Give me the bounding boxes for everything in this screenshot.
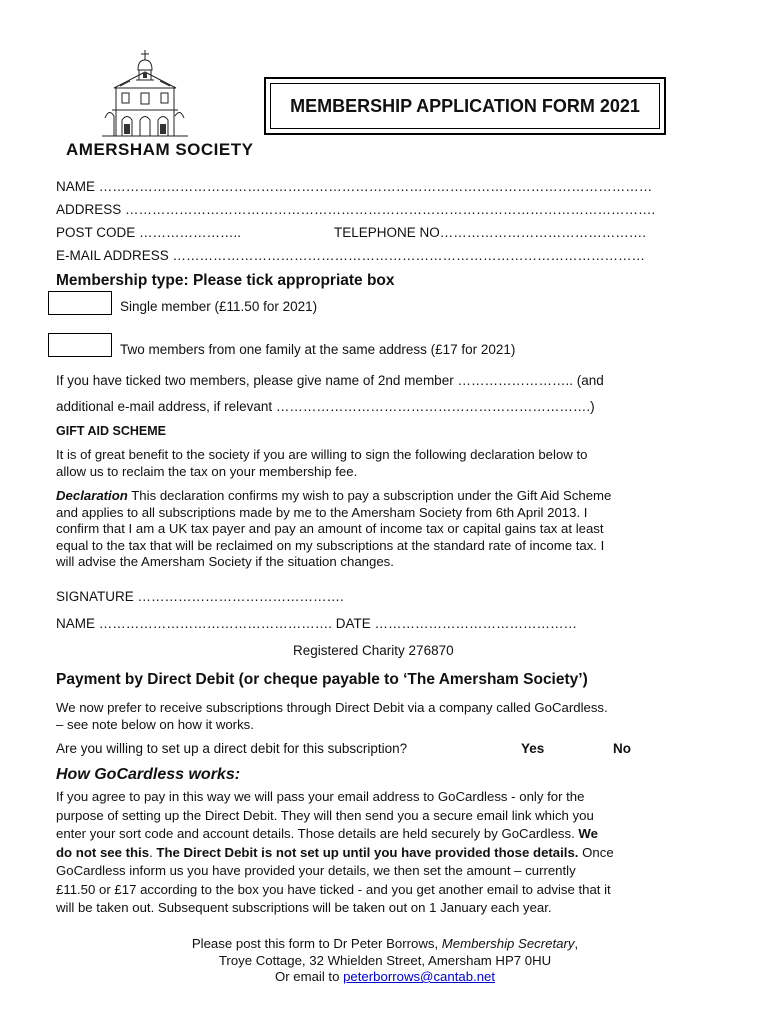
gocardless-text: If you agree to pay in this way we will pass your email address to GoCardless - only for the purpose of setting up the Direct Debit. They will then send you a secure email link which you enter your sort code and account details. Those details are held securely by GoCardless. We do not see this. The Direct Debit is not set up until you have provided those details. Once GoCardless inform us you have provided your details, we then set the amount – currently £11.50 or £17 according to the box you have ticked - and you get another email to advise that it will be taken out. Subsequent subscriptions will be taken out on 1 January each year. <box>56 789 614 915</box>
second-member-field[interactable]: If you have ticked two members, please give name of 2nd member …………………….. (and <box>56 373 604 388</box>
name-date-field[interactable]: NAME ……………………………………………. DATE ……………………………………… <box>56 616 578 631</box>
address-field[interactable]: ADDRESS ………………………………………………………………………………………………………. <box>56 202 656 217</box>
postcode-field[interactable]: POST CODE ………………….. <box>56 225 242 240</box>
second-email-field[interactable]: additional e-mail address, if relevant …………………………………………………………….) <box>56 399 595 414</box>
single-member-checkbox[interactable] <box>48 291 112 315</box>
direct-debit-question: Are you willing to set up a direct debit for this subscription? <box>56 741 408 756</box>
yes-option[interactable]: Yes <box>521 741 545 756</box>
membership-heading: Membership type: Please tick appropriate box <box>56 272 395 289</box>
registered-charity: Registered Charity 276870 <box>293 643 454 658</box>
market-hall-logo <box>100 48 190 140</box>
gift-aid-heading: GIFT AID SCHEME <box>56 424 166 438</box>
payment-heading: Payment by Direct Debit (or cheque payable to ‘The Amersham Society’) <box>56 671 588 688</box>
payment-intro: We now prefer to receive subscriptions through Direct Debit via a company called GoCardless. – see note below on how it works. <box>56 700 608 732</box>
name-field[interactable]: NAME …………………………………………………………………………………………………………… <box>56 179 653 194</box>
single-member-label: Single member (£11.50 for 2021) <box>120 299 318 314</box>
form-title-box <box>264 77 666 135</box>
form-title: MEMBERSHIP APPLICATION FORM 2021 <box>270 83 660 129</box>
email-field[interactable]: E-MAIL ADDRESS …………………………………………………………………………………………… <box>56 248 646 263</box>
gift-aid-intro: It is of great benefit to the society if you are willing to sign the following declaration below to allow us to reclaim the tax on your membership fee. <box>56 447 588 479</box>
two-members-label: Two members from one family at the same address (£17 for 2021) <box>120 342 516 357</box>
telephone-field[interactable]: TELEPHONE NO………………………………………. <box>334 225 647 240</box>
no-option[interactable]: No <box>613 741 631 756</box>
signature-field[interactable]: SIGNATURE ………………………………………. <box>56 589 344 604</box>
two-members-checkbox[interactable] <box>48 333 112 357</box>
gift-aid-declaration: Declaration This declaration confirms my wish to pay a subscription under the Gift Aid Scheme and applies to all subscriptions made by me to the Amersham Society from 6th April 2013. I confirm that I am a UK tax payer and pay an amount of income tax or capital gains tax at least equal to the tax that will be reclaimed on my subscriptions at the standard rate of income tax. I will advise the Amersham Society if the situation changes. <box>56 488 612 569</box>
footer: Please post this form to Dr Peter Borrows, Membership Secretary, Troye Cottage, 32 Whielden Street, Amersham HP7 0HU Or email to peterborrows@cantab.net <box>191 936 579 984</box>
society-name: AMERSHAM SOCIETY <box>66 140 254 159</box>
gocardless-heading: How GoCardless works: <box>56 766 241 783</box>
declaration-label: Declaration <box>56 488 128 503</box>
secretary-email-link[interactable]: peterborrows@cantab.net <box>343 969 496 984</box>
